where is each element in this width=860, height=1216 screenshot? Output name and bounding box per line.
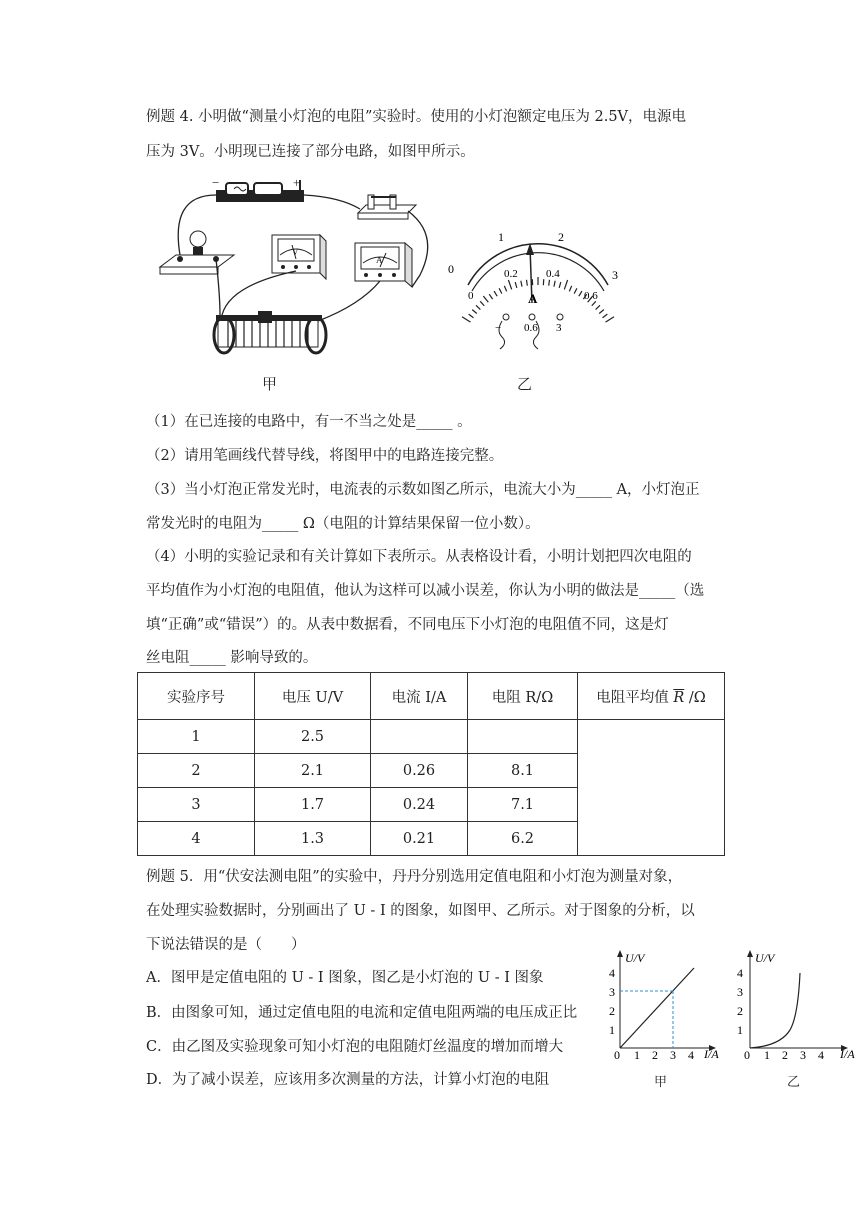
dial-tick xyxy=(527,280,528,286)
table-cell: 2.5 xyxy=(255,720,371,754)
graph-yi-caption: 乙 xyxy=(787,1075,801,1090)
ui-graph-yi xyxy=(730,948,860,1060)
header-resistance: 电阻 R/Ω xyxy=(468,673,578,720)
jia-ytick: 3 xyxy=(609,985,615,999)
scale-bottom-2: 0.4 xyxy=(546,268,560,280)
dial-tick xyxy=(499,288,502,293)
dial-tick xyxy=(504,286,506,292)
yi-xtick: 0 xyxy=(744,1048,750,1060)
table-cell: 6.2 xyxy=(468,822,578,856)
dial-tick xyxy=(596,305,600,309)
circuit-figure-jia xyxy=(150,175,450,370)
table-cell xyxy=(468,720,578,754)
dial-tick xyxy=(554,281,555,287)
ex5-line2: 在处理实验数据时，分别画出了 U - I 的图象，如图甲、乙所示。对于图象的分析，以 xyxy=(146,903,695,919)
switch-icon xyxy=(358,195,416,219)
jia-xtick: 0 xyxy=(614,1048,620,1060)
ammeter-face-figure-yi xyxy=(440,225,630,350)
dial-tick xyxy=(508,280,511,289)
dial-tick xyxy=(494,291,497,296)
header-trial: 实验序号 xyxy=(138,673,255,720)
dial-tick xyxy=(606,317,614,322)
scale-top-3: 3 xyxy=(612,268,618,282)
voltmeter-icon xyxy=(272,235,326,279)
table-cell: 1.3 xyxy=(255,822,371,856)
header-voltage: 电压 U/V xyxy=(255,673,371,720)
yi-xlabel: I/A xyxy=(840,1047,855,1060)
yi-ylabel: U/V xyxy=(755,951,775,965)
dial-tick xyxy=(469,314,474,318)
question-1: （1）在已连接的电路中，有一不当之处是_____ 。 xyxy=(146,414,472,430)
scale-bottom-0: 0 xyxy=(468,290,474,302)
dial-tick xyxy=(476,305,480,309)
jia-ytick: 4 xyxy=(609,966,615,980)
ex4-intro-line1: 例题 4. 小明做“测量小灯泡的电阻”实验时。使用的小灯泡额定电压为 2.5V，电源电 xyxy=(146,109,687,125)
table-header-row xyxy=(138,673,725,720)
dial-tick xyxy=(569,286,571,292)
table-cell: 8.1 xyxy=(468,754,578,788)
graph-jia-caption: 甲 xyxy=(654,1075,668,1090)
scale-bottom-1: 0.2 xyxy=(504,268,518,280)
table-cell: 0.21 xyxy=(371,822,468,856)
table-cell: 7.1 xyxy=(468,788,578,822)
table-cell: 1 xyxy=(138,720,255,754)
jia-xtick: 1 xyxy=(634,1048,640,1060)
fig-jia-label: 甲 xyxy=(262,375,278,393)
header-avg-resistance: 电阻平均值 $\overline{R}$ /Ω xyxy=(578,673,725,720)
dial-tick xyxy=(579,291,582,296)
question-4-line2: 平均值作为小灯泡的电阻值，他认为这样可以减小误差，你认为小明的做法是_____（选 xyxy=(146,583,705,599)
dial-tick xyxy=(483,296,488,302)
table-row xyxy=(138,720,725,754)
yi-ytick: 2 xyxy=(737,1004,743,1018)
dial-tick xyxy=(603,314,608,318)
option-b: B．由图象可知，通过定值电阻的电流和定值电阻两端的电压成正比 xyxy=(146,1005,578,1021)
dial-tick xyxy=(521,281,522,287)
jia-xtick: 2 xyxy=(652,1048,658,1060)
scale-top-1: 1 xyxy=(498,230,504,244)
ammeter-unit: A xyxy=(528,291,538,306)
question-4-line1: （4）小明的实验记录和有关计算如下表所示。从表格设计看，小明计划把四次电阻的 xyxy=(146,549,692,565)
dial-tick xyxy=(559,282,561,288)
jia-ylabel: U/V xyxy=(625,951,645,965)
table-cell: 0.26 xyxy=(371,754,468,788)
dial-tick xyxy=(599,310,604,314)
ex5-line3: 下说法错误的是（ ） xyxy=(146,937,306,953)
dial-tick xyxy=(549,280,550,286)
dial-tick xyxy=(462,317,470,322)
question-2: （2）请用笔画线代替导线，将图甲中的电路连接完整。 xyxy=(146,448,504,464)
ammeter-terminal-06: 0.6 xyxy=(524,322,538,334)
battery-icon xyxy=(216,180,304,202)
yi-ytick: 1 xyxy=(737,1023,743,1037)
header-current: 电流 I/A xyxy=(371,673,468,720)
battery-minus-label: − xyxy=(212,175,220,190)
yi-ytick: 4 xyxy=(737,966,743,980)
experiment-table xyxy=(137,672,725,856)
voltmeter-letter: V xyxy=(292,247,299,257)
option-c: C．由乙图及实验现象可知小灯泡的电阻随灯丝温度的增加而增大 xyxy=(146,1039,564,1055)
dial-tick xyxy=(472,310,477,314)
table-cell: 2.1 xyxy=(255,754,371,788)
yi-xtick: 1 xyxy=(764,1048,770,1060)
scale-top-0: 0 xyxy=(448,262,454,276)
yi-xtick: 2 xyxy=(782,1048,788,1060)
scale-top-2: 2 xyxy=(558,230,564,244)
ex4-intro-line2: 压为 3V。小明现已连接了部分电路，如图甲所示。 xyxy=(146,144,475,160)
dial-tick xyxy=(574,288,577,293)
jia-ytick: 1 xyxy=(609,1023,615,1037)
ex5-line1: 例题 5．用“伏安法测电阻”的实验中，丹丹分别选用定值电阻和小灯泡为测量对象， xyxy=(146,869,683,885)
dial-tick xyxy=(489,294,492,299)
jia-ytick: 2 xyxy=(609,1004,615,1018)
table-cell: 4 xyxy=(138,822,255,856)
question-4-line4: 丝电阻_____ 影响导致的。 xyxy=(146,650,318,666)
table-cell: 1.7 xyxy=(255,788,371,822)
dial-tick xyxy=(515,282,517,288)
jia-xtick: 3 xyxy=(670,1048,676,1060)
avg-resistance-cell xyxy=(578,720,725,856)
jia-xtick: 4 xyxy=(688,1048,694,1060)
table-cell xyxy=(371,720,468,754)
battery-plus-label: + xyxy=(293,175,301,190)
dial-tick xyxy=(564,280,567,289)
table-cell: 3 xyxy=(138,788,255,822)
yi-xtick: 4 xyxy=(818,1048,824,1060)
question-3-line1: （3）当小灯泡正常发光时，电流表的示数如图乙所示，电流大小为_____ A，小灯泡正 xyxy=(146,482,700,498)
rheostat-icon xyxy=(214,311,326,353)
light-bulb-icon xyxy=(160,231,234,274)
ammeter-terminal-3: 3 xyxy=(556,322,562,334)
dial-tick xyxy=(480,301,484,305)
yi-ytick: 3 xyxy=(737,985,743,999)
question-4-line3: 填“正确”或“错误”）的。从表中数据看，不同电压下小灯泡的电阻值不同，这是灯 xyxy=(146,617,669,633)
r-bar-symbol: $\overline{R}$ xyxy=(673,689,685,706)
table-cell: 2 xyxy=(138,754,255,788)
option-a: A．图甲是定值电阻的 U - I 图象，图乙是小灯泡的 U - I 图象 xyxy=(146,970,544,986)
yi-xtick: 3 xyxy=(800,1048,806,1060)
fig-yi-label: 乙 xyxy=(517,375,533,393)
question-3-line2: 常发光时的电阻为_____ Ω（电阻的计算结果保留一位小数）。 xyxy=(146,516,540,532)
ammeter-icon xyxy=(355,243,412,287)
ui-graph-jia xyxy=(600,948,720,1060)
jia-xlabel: I/A xyxy=(704,1047,719,1060)
option-d: D．为了减小误差，应该用多次测量的方法，计算小灯泡的电阻 xyxy=(146,1072,550,1088)
scale-bottom-3: 0.6 xyxy=(584,290,598,302)
ammeter-letter: A xyxy=(376,255,383,265)
table-cell: 0.24 xyxy=(371,788,468,822)
ammeter-terminal-minus: − xyxy=(495,322,502,334)
